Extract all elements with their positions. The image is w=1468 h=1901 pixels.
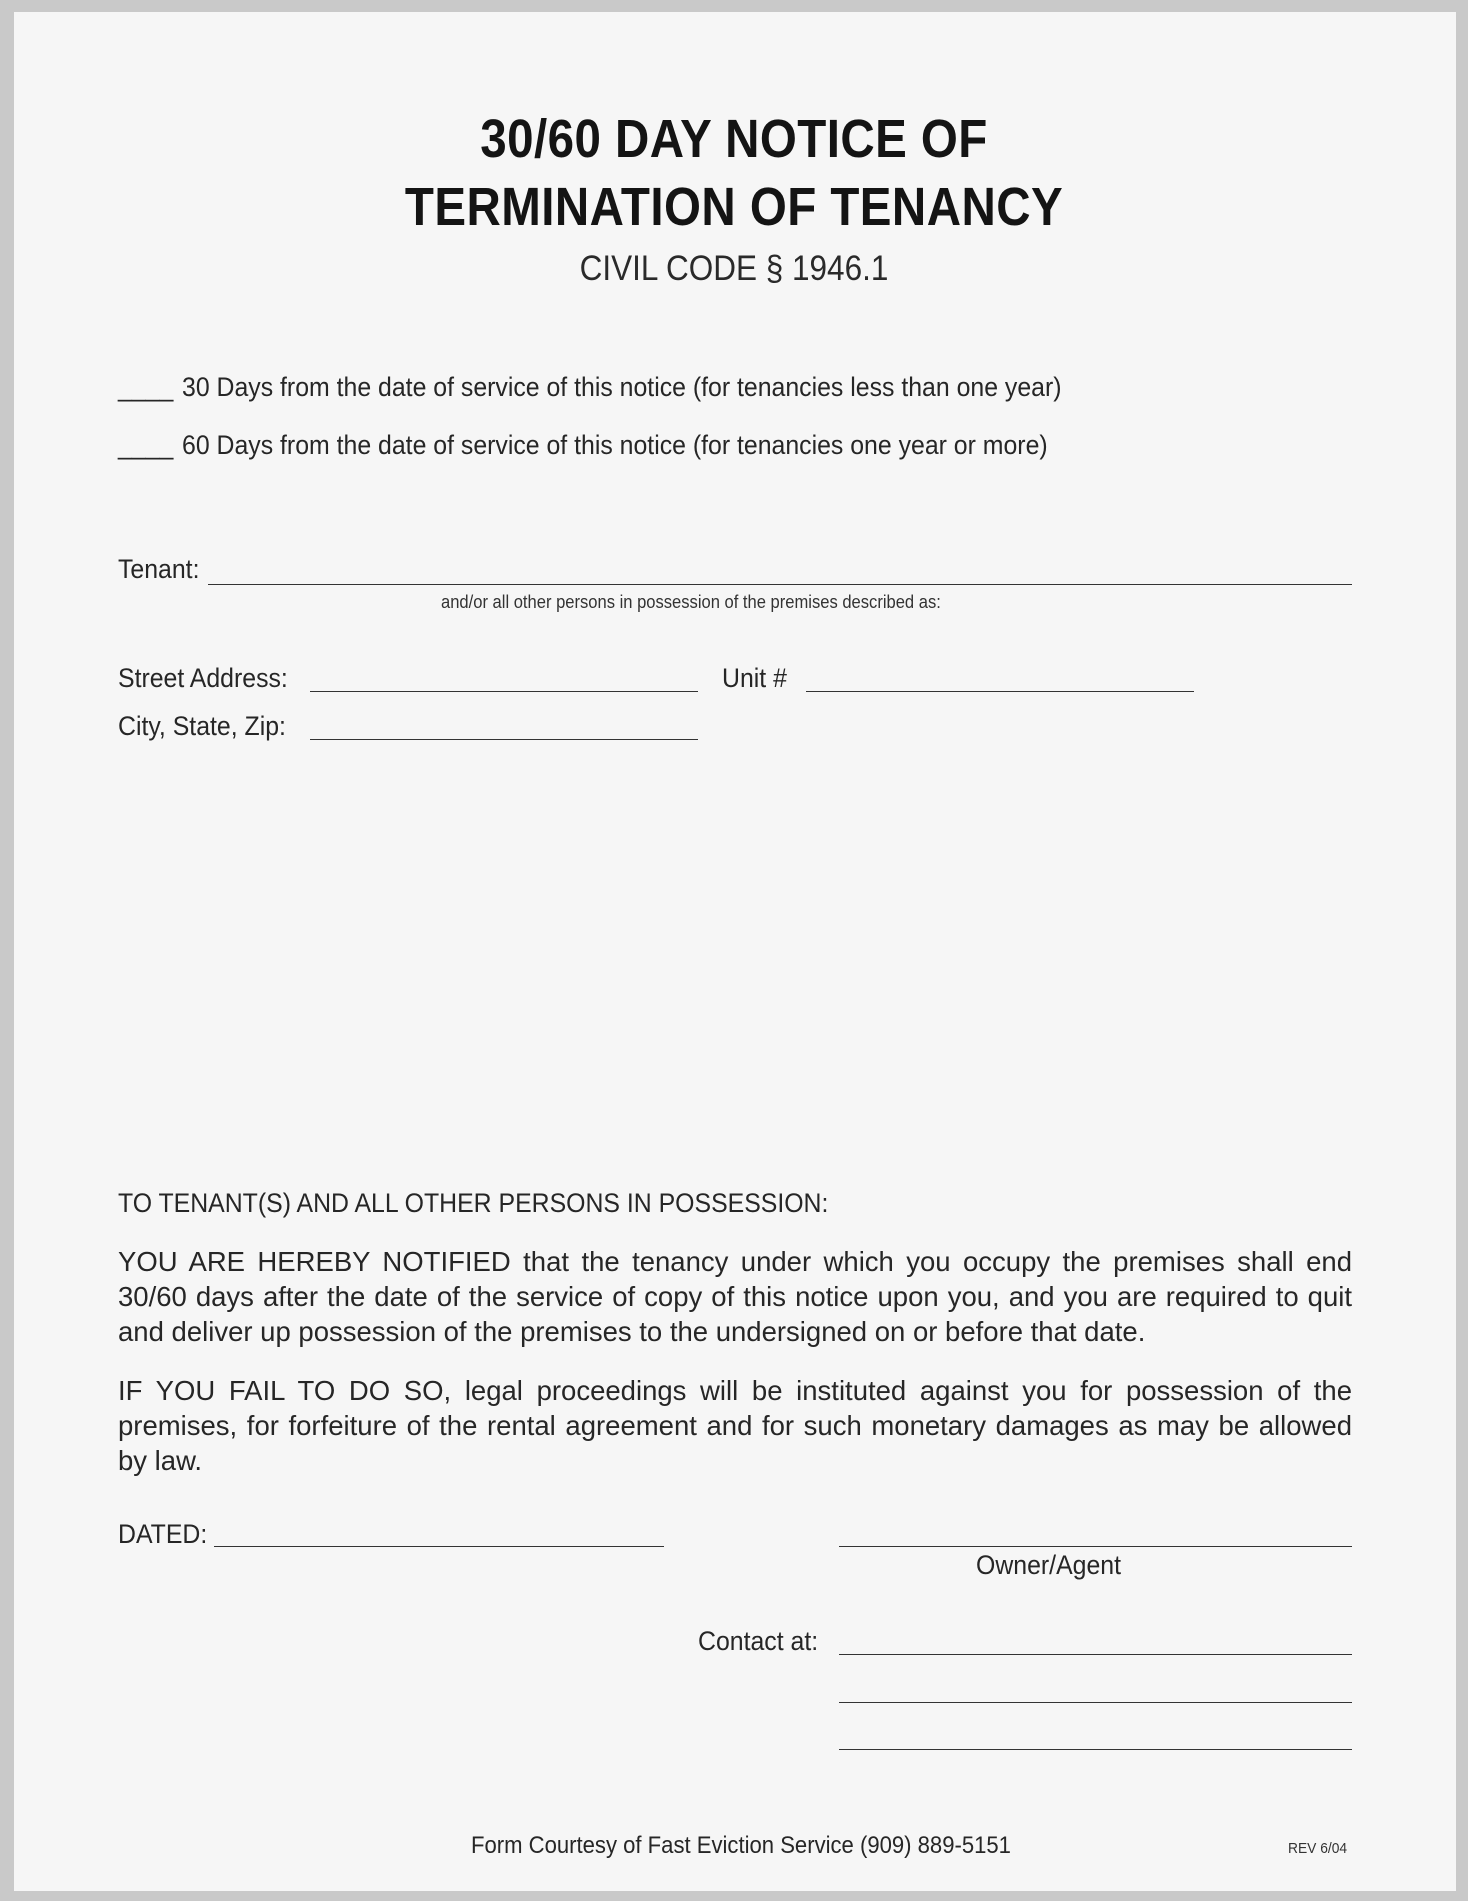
tenant-note: and/or all other persons in possession of the premises described as:	[441, 592, 941, 612]
tenant-label: Tenant:	[118, 554, 200, 584]
option-60-text: 60 Days from the date of service of this notice (for tenancies one year or more)	[182, 430, 1048, 460]
owner-agent-label: Owner/Agent	[976, 1550, 1121, 1580]
tenant-field[interactable]	[208, 584, 1352, 585]
option-60-blank[interactable]: ____	[118, 430, 174, 460]
contact-field-2[interactable]	[839, 1702, 1352, 1703]
street-address-label: Street Address:	[118, 663, 288, 693]
notice-paragraph-2: IF YOU FAIL TO DO SO, legal proceedings will be instituted against you for possession of the premises, for forfeiture of the rental agreement and for such monetary damages as may be allowed by law.	[118, 1375, 1352, 1476]
footer-credit: Form Courtesy of Fast Eviction Service (909) 889-5151	[471, 1832, 1011, 1859]
option-30-text: 30 Days from the date of service of this notice (for tenancies less than one year)	[182, 372, 1062, 402]
form-title-line1: 30/60 DAY NOTICE OF	[480, 109, 988, 169]
contact-label: Contact at:	[698, 1626, 819, 1656]
form-subtitle: CIVIL CODE § 1946.1	[579, 249, 889, 288]
city-state-zip-field[interactable]	[310, 739, 698, 740]
owner-agent-signature-field[interactable]	[839, 1546, 1352, 1547]
street-address-field[interactable]	[310, 691, 698, 692]
contact-field-1[interactable]	[839, 1654, 1352, 1655]
unit-field[interactable]	[806, 691, 1194, 692]
revision-label: REV 6/04	[1288, 1840, 1348, 1857]
dated-field[interactable]	[214, 1546, 664, 1547]
dated-label: DATED:	[118, 1519, 208, 1549]
form-title-line2: TERMINATION OF TENANCY	[404, 177, 1064, 237]
notice-heading: TO TENANT(S) AND ALL OTHER PERSONS IN POSSESSION:	[118, 1188, 829, 1218]
document-page	[14, 12, 1456, 1891]
unit-label: Unit #	[722, 663, 787, 693]
contact-field-3[interactable]	[839, 1749, 1352, 1750]
city-state-zip-label: City, State, Zip:	[118, 711, 286, 741]
notice-paragraph-1: YOU ARE HEREBY NOTIFIED that the tenancy under which you occupy the premises shall end 30/60 days after the date of the service of copy of this notice upon you, and you are required to quit and deliver up possession of the premises to the undersigned on or before that date.	[118, 1246, 1352, 1347]
option-30-blank[interactable]: ____	[118, 372, 174, 402]
